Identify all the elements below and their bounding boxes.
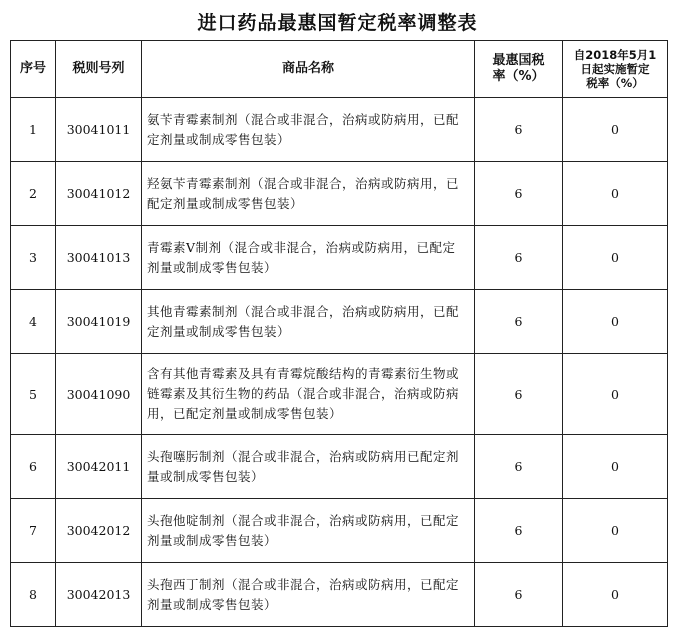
page-title: 进口药品最惠国暂定税率调整表 bbox=[197, 12, 478, 34]
row-name: 其他青霉素制剂（混合或非混合，治病或防病用，已配定剂量或制成零售包装） bbox=[142, 290, 475, 354]
row-mfn-rate: 6 bbox=[475, 98, 563, 162]
table-row bbox=[11, 563, 668, 627]
row-mfn-rate: 6 bbox=[475, 563, 563, 627]
row-temp-rate: 0 bbox=[563, 226, 668, 290]
header-temp-line2: 日起实施暂定 bbox=[580, 62, 650, 76]
header-name: 商品名称 bbox=[142, 41, 475, 98]
row-name: 氨苄青霉素制剂（混合或非混合，治病或防病用，已配定剂量或制成零售包装） bbox=[142, 98, 475, 162]
row-name: 含有其他青霉素及具有青霉烷酸结构的青霉素衍生物或链霉素及其衍生物的药品（混合或非混合，治病或防病用，已配定剂量或制成零售包装） bbox=[142, 354, 475, 435]
row-code: 30041012 bbox=[56, 162, 142, 226]
row-name: 头孢他啶制剂（混合或非混合，治病或防病用，已配定剂量或制成零售包装） bbox=[142, 499, 475, 563]
row-code: 30041019 bbox=[56, 290, 142, 354]
row-code: 30042013 bbox=[56, 563, 142, 627]
row-code: 30042011 bbox=[56, 435, 142, 499]
table-header-row bbox=[11, 41, 668, 98]
header-temp-line1: 自2018年5月1 bbox=[573, 48, 657, 62]
tariff-table bbox=[10, 40, 668, 627]
header-mfn-rate bbox=[475, 41, 563, 98]
row-name: 羟氨苄青霉素制剂（混合或非混合，治病或防病用，已配定剂量或制成零售包装） bbox=[142, 162, 475, 226]
row-seq: 6 bbox=[11, 435, 56, 499]
table-row bbox=[11, 435, 668, 499]
table-row bbox=[11, 162, 668, 226]
row-code: 30041013 bbox=[56, 226, 142, 290]
table-row bbox=[11, 226, 668, 290]
row-name: 青霉素V制剂（混合或非混合，治病或防病用，已配定剂量或制成零售包装） bbox=[142, 226, 475, 290]
header-code: 税则号列 bbox=[56, 41, 142, 98]
row-seq: 4 bbox=[11, 290, 56, 354]
table-row bbox=[11, 98, 668, 162]
row-code: 30041090 bbox=[56, 354, 142, 435]
header-mfn-line2: 率（%） bbox=[492, 69, 545, 84]
row-mfn-rate: 6 bbox=[475, 354, 563, 435]
table-row bbox=[11, 290, 668, 354]
table-row bbox=[11, 354, 668, 435]
row-mfn-rate: 6 bbox=[475, 499, 563, 563]
row-seq: 8 bbox=[11, 563, 56, 627]
header-temp-rate bbox=[563, 41, 668, 98]
header-mfn-line1: 最惠国税 bbox=[492, 53, 545, 68]
row-name: 头孢西丁制剂（混合或非混合，治病或防病用，已配定剂量或制成零售包装） bbox=[142, 563, 475, 627]
row-mfn-rate: 6 bbox=[475, 162, 563, 226]
header-temp-line3: 税率（%） bbox=[586, 76, 644, 90]
row-seq: 5 bbox=[11, 354, 56, 435]
row-temp-rate: 0 bbox=[563, 98, 668, 162]
row-seq: 7 bbox=[11, 499, 56, 563]
row-temp-rate: 0 bbox=[563, 563, 668, 627]
row-seq: 2 bbox=[11, 162, 56, 226]
row-name: 头孢噻肟制剂（混合或非混合，治病或防病用已配定剂量或制成零售包装） bbox=[142, 435, 475, 499]
row-code: 30042012 bbox=[56, 499, 142, 563]
row-temp-rate: 0 bbox=[563, 499, 668, 563]
header-seq: 序号 bbox=[11, 41, 56, 98]
row-code: 30041011 bbox=[56, 98, 142, 162]
row-mfn-rate: 6 bbox=[475, 226, 563, 290]
row-temp-rate: 0 bbox=[563, 290, 668, 354]
row-temp-rate: 0 bbox=[563, 162, 668, 226]
row-seq: 3 bbox=[11, 226, 56, 290]
row-mfn-rate: 6 bbox=[475, 290, 563, 354]
row-temp-rate: 0 bbox=[563, 354, 668, 435]
table-row bbox=[11, 499, 668, 563]
row-temp-rate: 0 bbox=[563, 435, 668, 499]
row-seq: 1 bbox=[11, 98, 56, 162]
row-mfn-rate: 6 bbox=[475, 435, 563, 499]
